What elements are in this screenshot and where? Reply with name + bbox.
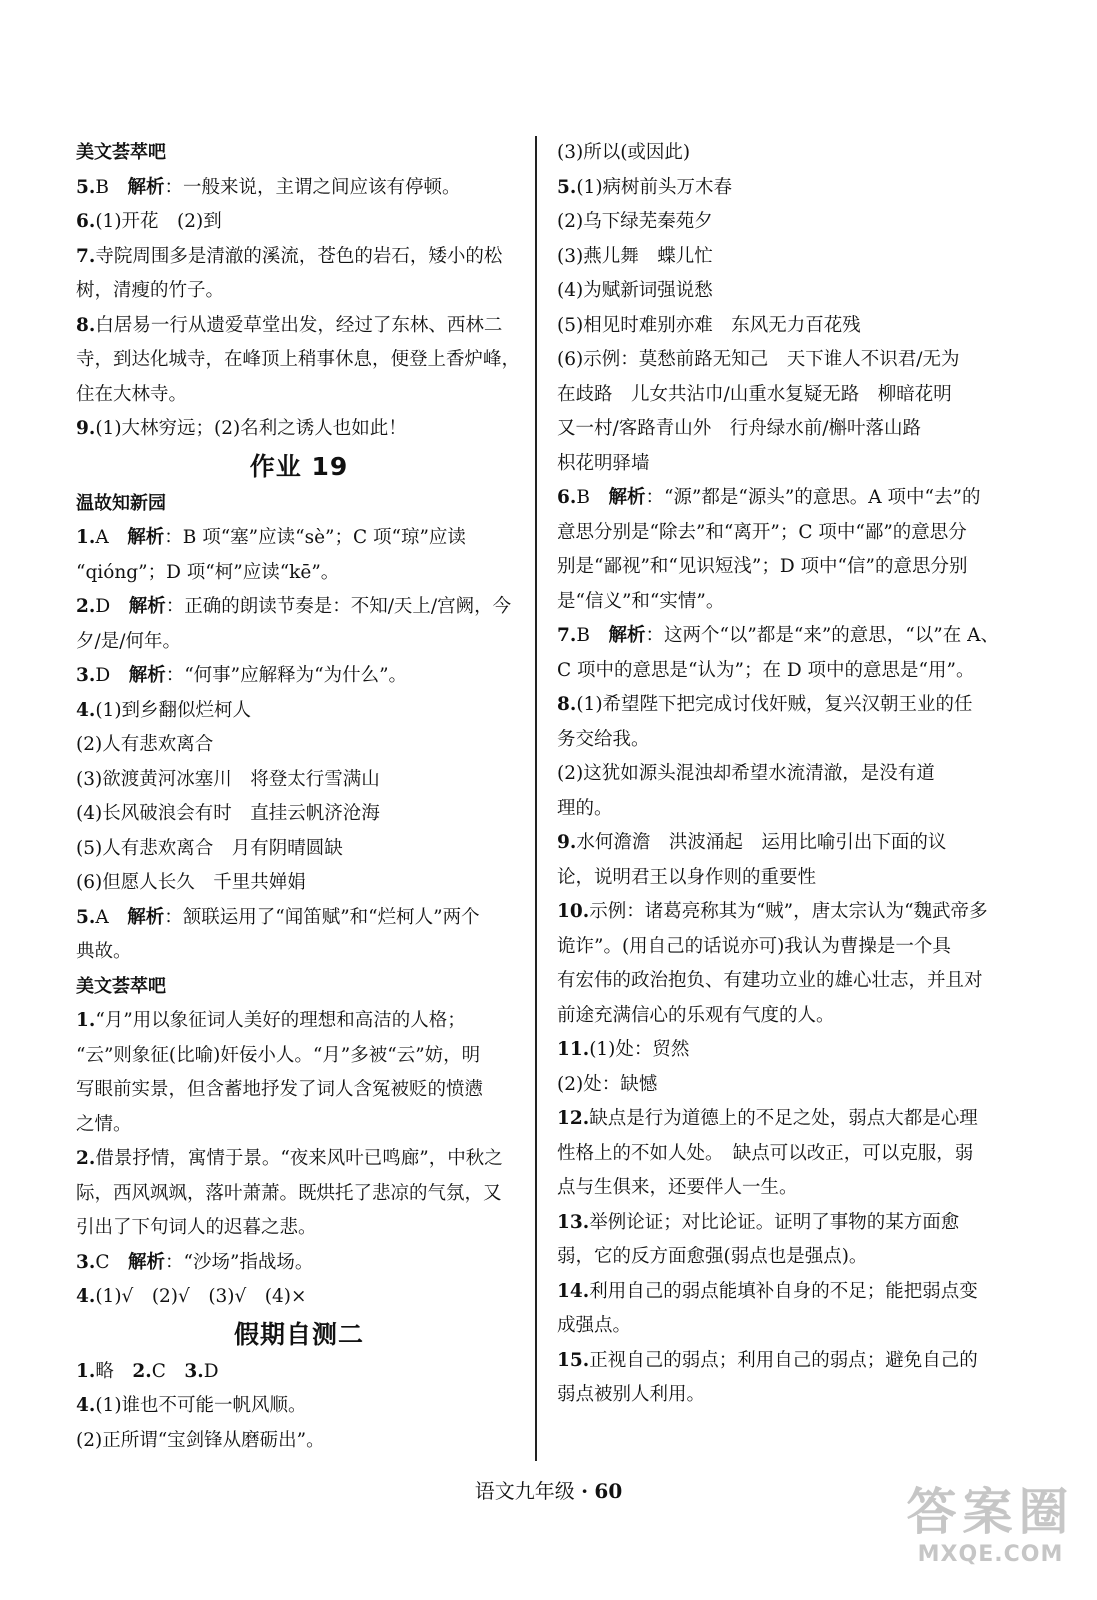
answer-line: 夕/是/何年。 xyxy=(76,630,181,652)
answer-line: C 项中的意思是“认为”；在 D 项中的意思是“用”。 xyxy=(557,659,975,681)
answer-item: 12.缺点是行为道德上的不足之处，弱点大都是心理 xyxy=(557,1108,978,1129)
answer-line: 成强点。 xyxy=(557,1315,632,1336)
answer-item: 7.寺院周围多是清澈的溪流，苍色的岩石，矮小的松 xyxy=(76,245,503,267)
answer-item: 6.(1)开花 (2)到 xyxy=(76,211,222,232)
answer-item: 1.A 解析：B 项“塞”应读“sè”；C 项“琼”应读 xyxy=(76,527,466,548)
answer-item: 5.B 解析：一般来说，主谓之间应该有停顿。 xyxy=(76,176,461,198)
holiday-test-2-title: 假期自测二 xyxy=(233,1319,364,1349)
answer-line: 写眼前实景，但含蓄地抒发了词人含冤被贬的愤懑 xyxy=(76,1079,484,1100)
answer-line: 弱，它的反方面愈强(弱点也是强点)。 xyxy=(557,1246,868,1267)
answer-item: 3.D 解析：“何事”应解释为“为什么”。 xyxy=(76,665,408,686)
section-title: 美文荟萃吧 xyxy=(76,142,166,163)
answer-line: 引出了下句词人的迟暮之悲。 xyxy=(76,1217,317,1238)
answer-line: 意思分别是“除去”和“离开”；C 项中“鄙”的意思分 xyxy=(557,521,967,543)
answer-line: 理的。 xyxy=(557,797,613,819)
answer-line: 论，说明君王以身作则的重要性 xyxy=(557,866,817,888)
answer-item: 2.借景抒情，寓情于景。“夜来风叶已鸣廊”，中秋之 xyxy=(76,1148,503,1169)
answer-line: 务交给我。 xyxy=(557,728,650,750)
homework-19-title: 作业 19 xyxy=(249,451,349,481)
answer-line: (5)人有悲欢离合 月有阴晴圆缺 xyxy=(76,837,343,859)
answer-item: 9.水何澹澹 洪波涌起 运用比喻引出下面的议 xyxy=(557,832,947,853)
answer-line: (3)燕儿舞 蝶儿忙 xyxy=(557,245,713,267)
answer-line: 弱点被别人利用。 xyxy=(557,1384,706,1405)
answer-line: (2)正所谓“宝剑锋从磨砺出”。 xyxy=(76,1429,325,1451)
answer-line: (4)长风破浪会有时 直挂云帆济沧海 xyxy=(76,803,380,824)
answer-line: 有宏伟的政治抱负、有建功立业的雄心壮志，并且对 xyxy=(557,970,983,991)
answer-item: 4.(1)到乡翻似烂柯人 xyxy=(76,699,252,721)
answer-line: (6)但愿人长久 千里共婵娟 xyxy=(76,872,306,893)
answer-line: “qióng”；D 项“柯”应读“kē”。 xyxy=(76,561,340,583)
footer-dot: · xyxy=(581,1479,589,1503)
answer-line: 住在大林寺。 xyxy=(76,383,188,405)
right-column xyxy=(557,136,1005,1413)
answer-line: 树，清瘦的竹子。 xyxy=(76,280,225,301)
answer-line: 际，西风飒飒，落叶萧萧。既烘托了悲凉的气氛，又 xyxy=(76,1182,502,1204)
answer-line: 前途充满信心的乐观有气度的人。 xyxy=(557,1004,835,1026)
answer-item: 8.(1)希望陛下把完成讨伐奸贼，复兴汉朝王业的任 xyxy=(557,694,973,715)
left-column xyxy=(76,136,522,1458)
answer-line: (2)人有悲欢离合 xyxy=(76,734,214,755)
answer-item: 1.“月”用以象征词人美好的理想和高洁的人格； xyxy=(76,1010,466,1031)
section-title: 温故知新园 xyxy=(76,492,166,514)
answer-line: 诡诈”。(用自己的话说亦可)我认为曹操是一个具 xyxy=(557,935,951,957)
answer-line: (4)为赋新词强说愁 xyxy=(557,280,713,301)
watermark-url: MXQE.COM xyxy=(917,1542,1064,1567)
answer-item: 7.B 解析：这两个“以”都是“来”的意思，“以”在 A、 xyxy=(557,625,999,646)
answer-item: 13.举例论证；对比论证。证明了事物的某方面愈 xyxy=(557,1211,960,1233)
answer-item: 14.利用自己的弱点能填补自身的不足；能把弱点变 xyxy=(557,1280,978,1302)
answer-line: (2)处：缺憾 xyxy=(557,1073,658,1095)
answer-line: 之情。 xyxy=(76,1113,132,1135)
answer-line: 又一村/客路青山外 行舟绿水前/槲叶落山路 xyxy=(557,418,921,439)
answer-item: 8.白居易一行从遗爱草堂出发，经过了东林、西林二 xyxy=(76,314,503,336)
answer-line: (2)乌下绿芜秦苑夕 xyxy=(557,211,713,232)
answer-line: (3)所以(或因此) xyxy=(557,142,691,163)
answer-item: 4.(1)√ (2)√ (3)√ (4)× xyxy=(76,1286,307,1307)
answer-line: 枳花明驿墙 xyxy=(557,452,650,474)
answer-item: 6.B 解析：“源”都是“源头”的意思。A 项中“去”的 xyxy=(557,487,981,508)
answer-line: (2)这犹如源头混浊却希望水流清澈，是没有道 xyxy=(557,763,935,784)
answer-line: 典故。 xyxy=(76,941,132,962)
answer-item: 11.(1)处：贸然 xyxy=(557,1039,690,1060)
page-number: 60 xyxy=(594,1479,623,1503)
answer-line: 在歧路 儿女共沾巾/山重水复疑无路 柳暗花明 xyxy=(557,383,952,405)
answer-item: 10.示例：诸葛亮称其为“贼”，唐太宗认为“魏武帝多 xyxy=(557,901,988,922)
watermark-text: 答案圈 xyxy=(906,1483,1075,1541)
column-divider xyxy=(535,136,537,1461)
footer-subject: 语文九年级 xyxy=(474,1479,575,1503)
answer-item: 9.(1)大林穷远；(2)名利之诱人也如此！ xyxy=(76,418,407,439)
section-title: 美文荟萃吧 xyxy=(76,975,166,997)
watermark-logo xyxy=(893,1482,1088,1592)
answer-item: 5.A 解析：颔联运用了“闻笛赋”和“烂柯人”两个 xyxy=(76,906,480,928)
answer-line: 别是“鄙视”和“见识短浅”；D 项中“信”的意思分别 xyxy=(557,556,968,577)
answer-item: 2.D 解析：正确的朗读节奏是：不知/天上/宫阙，今 xyxy=(76,596,512,617)
answer-item: 15.正视自己的弱点；利用自己的弱点；避免自己的 xyxy=(557,1349,978,1371)
answer-line: (6)示例：莫愁前路无知己 天下谁人不识君/无为 xyxy=(557,349,960,370)
answer-item: 3.C 解析：“沙场”指战场。 xyxy=(76,1251,314,1273)
answer-line: “云”则象征(比喻)奸佞小人。“月”多被“云”妨，明 xyxy=(76,1044,481,1066)
answer-line: 寺，到达化城寺，在峰顶上稍事休息，便登上香炉峰， xyxy=(76,349,521,370)
answer-line: 性格上的不如人处。 缺点可以改正，可以克服，弱 xyxy=(557,1142,974,1164)
answer-item: 5.(1)病树前头万木春 xyxy=(557,176,733,198)
answer-item: 4.(1)谁也不可能一帆风顺。 xyxy=(76,1395,307,1416)
answer-line: (3)欲渡黄河冰塞川 将登太行雪满山 xyxy=(76,768,380,790)
answer-line: (5)相见时难别亦难 东风无力百花残 xyxy=(557,314,861,336)
answer-item: 1.略 2.C 3.D xyxy=(76,1360,219,1382)
answer-line: 是“信义”和“实情”。 xyxy=(557,590,725,612)
answer-line: 点与生俱来，还要伴人一生。 xyxy=(557,1177,798,1198)
